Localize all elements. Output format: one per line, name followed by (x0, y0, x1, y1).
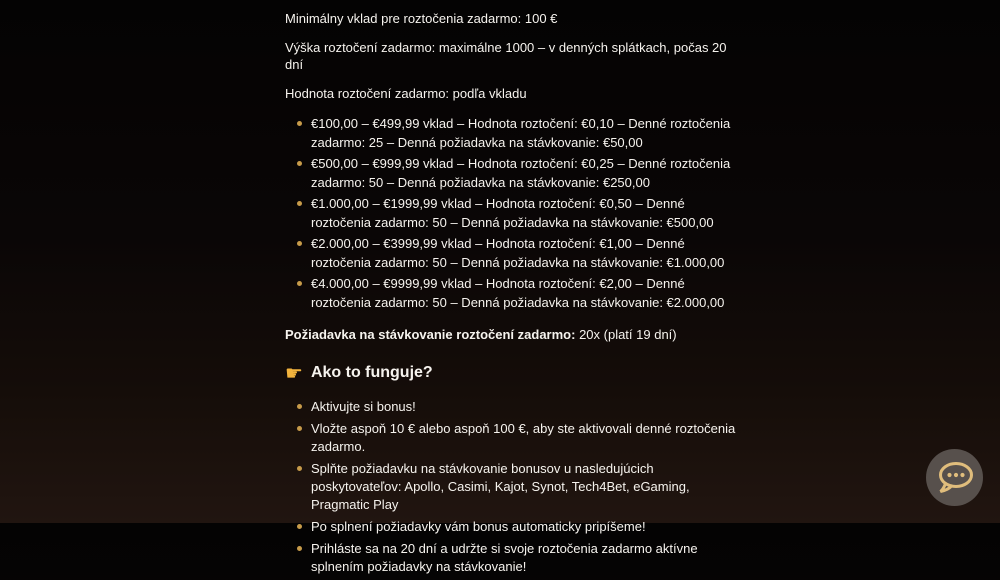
intro-line-spins-amount: Výška roztočení zadarmo: maximálne 1000 – v denných splátkach, počas 20 dní (285, 40, 727, 72)
step-item (285, 518, 737, 536)
how-it-works-list (285, 398, 737, 576)
step-text: Aktivujte si bonus! (311, 399, 416, 414)
deposit-tier-text: €1.000,00 – €1999,99 vklad – Hodnota roztočení: €0,50 – Denné roztočenia zadarmo: 50 – Denná požiadavka na stávkovanie: €500,00 (311, 196, 714, 230)
bullet-dot-icon (297, 426, 302, 431)
deposit-tier-text: €4.000,00 – €9999,99 vklad – Hodnota roztočení: €2,00 – Denné roztočenia zadarmo: 50 – Denná požiadavka na stávkovanie: €2.000,00 (311, 276, 725, 310)
wagering-requirement-line (285, 326, 737, 343)
wagering-requirement-value: 20x (platí 19 dní) (579, 327, 677, 342)
bullet-dot-icon (297, 241, 302, 246)
content-column (285, 10, 737, 580)
chat-button[interactable] (926, 449, 983, 506)
bullet-dot-icon (297, 546, 302, 551)
deposit-tier-list (285, 114, 737, 312)
step-text: Po splnení požiadavky vám bonus automaticky pripíšeme! (311, 519, 646, 534)
intro-line-spins-value: Hodnota roztočení zadarmo: podľa vkladu (285, 86, 527, 101)
step-item (285, 540, 737, 576)
bullet-dot-icon (297, 524, 302, 529)
deposit-tier-item (285, 234, 737, 272)
deposit-tier-text: €500,00 – €999,99 vklad – Hodnota roztočení: €0,25 – Denné roztočenia zadarmo: 50 – Denná požiadavka na stávkovanie: €250,00 (311, 156, 731, 190)
step-text: Vložte aspoň 10 € alebo aspoň 100 €, aby ste aktivovali denné roztočenia zadarmo. (311, 421, 736, 454)
deposit-tier-item (285, 154, 737, 192)
deposit-tier-item (285, 114, 737, 152)
step-text: Prihláste sa na 20 dní a udržte si svoje roztočenia zadarmo aktívne splnením požiadavky na stávkovanie! (311, 541, 698, 574)
deposit-tier-text: €2.000,00 – €3999,99 vklad – Hodnota roztočení: €1,00 – Denné roztočenia zadarmo: 50 – Denná požiadavka na stávkovanie: €1.000,00 (311, 236, 725, 270)
step-item (285, 460, 737, 514)
bullet-dot-icon (297, 404, 302, 409)
deposit-tier-item (285, 274, 737, 312)
step-item (285, 420, 737, 456)
pointing-hand-icon: ☛ (285, 361, 303, 385)
intro-line-min-deposit: Minimálny vklad pre roztočenia zadarmo: 100 € (285, 11, 558, 26)
deposit-tier-item (285, 194, 737, 232)
bullet-dot-icon (297, 466, 302, 471)
step-text: Splňte požiadavku na stávkovanie bonusov u nasledujúcich poskytovateľov: Apollo, Casimi, Kajot, Synot, Tech4Bet, eGaming, Pragmatic Play (311, 461, 690, 512)
bullet-dot-icon (297, 161, 302, 166)
how-it-works-title: Ako to funguje? (310, 364, 433, 381)
deposit-tier-text: €100,00 – €499,99 vklad – Hodnota roztočení: €0,10 – Denné roztočenia zadarmo: 25 – Denná požiadavka na stávkovanie: €50,00 (311, 116, 731, 150)
bullet-dot-icon (297, 201, 302, 206)
chat-bubble-icon (936, 460, 974, 496)
step-item (285, 398, 737, 416)
wagering-requirement-label: Požiadavka na stávkovanie roztočení zadarmo: (285, 327, 576, 342)
bullet-dot-icon (297, 121, 302, 126)
how-it-works-heading (285, 362, 737, 384)
bullet-dot-icon (297, 281, 302, 286)
